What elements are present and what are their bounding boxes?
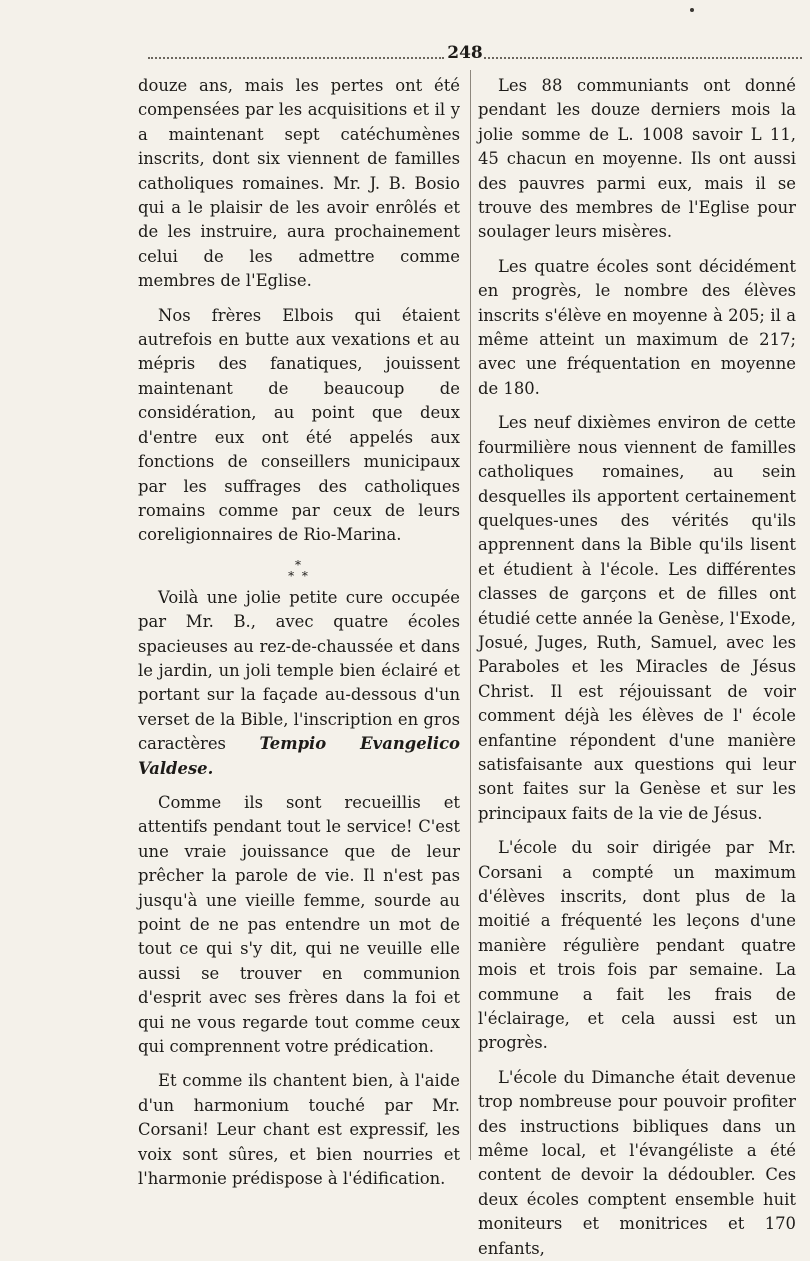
section-separator xyxy=(138,557,460,583)
paragraph xyxy=(138,586,460,781)
paragraph: Et comme ils chantent bien, à l'aide d'un harmonium touché par Mr. Corsani! Leur chant est expressif, les voix sont sûres, et bien nourries et l'harmonie prédispose à l'édification. xyxy=(138,1071,460,1189)
paragraph-text: Voilà une jolie petite cure occupée par Mr. B., avec quatre écoles spacieuses au rez-de-chaussée et dans le jardin, un joli temple bien éclairé et portant sur la façade au-dessous d'un verset de la Bible, l'inscription en gros caractères xyxy=(138,587,460,754)
header-rule-right xyxy=(484,57,802,59)
page-number: 248 xyxy=(447,43,483,63)
paragraph: Les 88 communiants ont donné pendant les douze derniers mois la jolie somme de L. 1008 savoir L 11, 45 chacun en moyenne. Ils ont aussi des pauvres parmi eux, mais il se trouve des membres de l'Eglise pour soulager leurs misères. xyxy=(478,76,796,242)
left-column xyxy=(138,74,460,1191)
right-column xyxy=(478,74,796,1261)
paragraph: L'école du Dimanche était devenue trop nombreuse pour pouvoir profiter des instructions bibliques dans un même local, et l'évangéliste a été content de devoir la dédoubler. Ces deux écoles comptent ensemble huit moniteurs et monitrices et 170 enfants, xyxy=(478,1067,796,1258)
temple-inscription: Tempio Evangelico Valdese. xyxy=(138,734,460,778)
ink-speck xyxy=(690,8,694,12)
paragraph: Nos frères Elbois qui étaient autrefois en butte aux vexations et au mépris des fanatiques, jouissent maintenant de beaucoup de considération, au point que deux d'entre eux ont été appelés aux fonctions de conseillers municipaux par les suffrages des catholiques romains comme par ceux de leurs coreligionnaires de Rio-Marina. xyxy=(138,305,460,545)
paragraph: L'école du soir dirigée par Mr. Corsani a compté un maximum d'élèves inscrits, dont plus de la moitié a fréquenté les leçons d'une manière régulière pendant quatre mois et trois fois par semaine. La commune a fait les frais de l'éclairage, et cela aussi est un progrès. xyxy=(478,838,796,1053)
paragraph: Comme ils sont recueillis et attentifs pendant tout le service! C'est une vraie jouissance que de leur prêcher la parole de vie. Il n'est pas jusqu'à une vieille femme, sourde au point de ne pas entendre un mot de tout ce qui s'y dit, qui ne veuille elle aussi se trouver en communion d'esprit avec ses frères dans la foi et qui ne vous regarde tout comme ceux qui comprennent votre prédication. xyxy=(138,792,460,1057)
paragraph: douze ans, mais les pertes ont été compensées par les acquisitions et il y a maintenant sept catéchumènes inscrits, dont six viennent de familles catholiques romaines. Mr. J. B. Bosio qui a le plaisir de les avoir enrôlés et de les instruire, aura prochainement celui de les admettre comme membres de l'Eglise. xyxy=(138,76,460,291)
paragraph: Les quatre écoles sont décidément en progrès, le nombre des élèves inscrits s'élève en moyenne à 205; il a même atteint un maximum de 217; avec une fréquentation en moyenne de 180. xyxy=(478,256,796,398)
paragraph: Les neuf dixièmes environ de cette fourmilière nous viennent de familles catholiques romaines, au sein desquelles ils apportent certainement quelques-unes des vérités qu'ils apprennent dans la Bible qu'ils lisent et étudient à l'école. Les différentes classes de garçons et de filles ont étudié cette année la Genèse, l'Exode, Josué, Juges, Ruth, Samuel, avec les Paraboles et les Miracles de Jésus Christ. Il est réjouissant de voir comment déjà les élèves de l' école enfantine répondent d'une manière satisfaisante aux questions qui leur sont faites sur la Genèse et sur les principaux faits de la vie de Jésus. xyxy=(478,413,796,823)
column-divider xyxy=(470,70,471,1160)
separator-asterisk-top: * xyxy=(295,557,303,572)
header-rule-left xyxy=(148,57,444,59)
separator-asterisks-bottom: * * xyxy=(288,568,310,583)
